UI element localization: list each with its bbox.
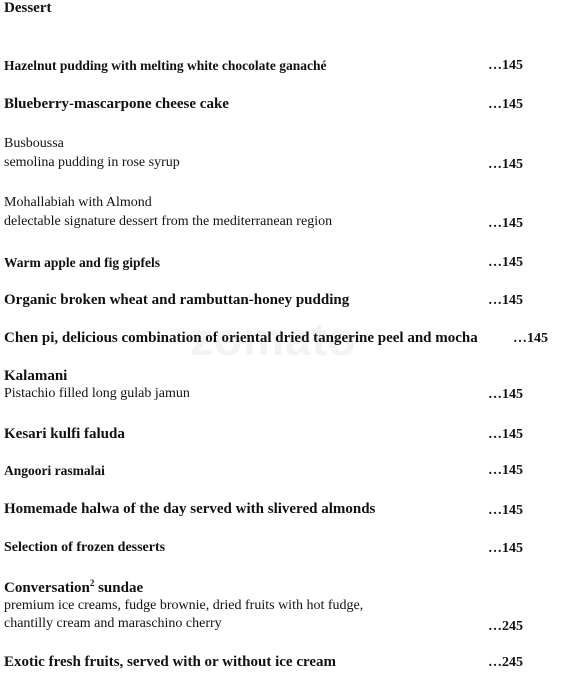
item-description: semolina pudding in rose syrup [4, 155, 180, 170]
menu-item [4, 255, 529, 271]
menu-item [4, 292, 529, 309]
menu-item [4, 330, 525, 347]
item-price: …145 [513, 331, 548, 346]
item-name: Kesari kulfi faluda [4, 426, 125, 442]
item-price: …145 [488, 157, 523, 172]
item-name: Selection of frozen desserts [4, 540, 166, 555]
menu-item [4, 368, 529, 402]
item-name: Angoori rasmalai [4, 463, 105, 478]
item-price: …145 [488, 216, 523, 231]
item-name: Exotic fresh fruits, served with or without ice cream [4, 654, 337, 670]
item-price: …145 [488, 541, 523, 556]
item-price: …145 [488, 463, 523, 478]
menu-item [4, 96, 529, 113]
item-price: …145 [488, 387, 523, 402]
item-name: Busboussa [4, 136, 64, 151]
menu-item [4, 501, 529, 518]
item-description-line2: chantilly cream and maraschino cherry [4, 616, 222, 631]
item-price: …245 [488, 619, 523, 634]
item-price: …145 [488, 427, 523, 442]
menu-item [4, 654, 529, 671]
menu-item [4, 540, 529, 556]
item-name: Organic broken wheat and rambuttan-honey pudding [4, 292, 350, 308]
menu-item [4, 578, 529, 632]
item-price: …145 [488, 255, 523, 270]
item-name: Warm apple and fig gipfels [4, 255, 161, 270]
item-price: …145 [488, 97, 523, 112]
item-price: …145 [488, 293, 523, 308]
item-price: …145 [488, 58, 523, 73]
menu-item [4, 463, 529, 479]
item-name: Chen pi, delicious combination of oriental dried tangerine peel and mocha [4, 330, 478, 346]
item-name: Mohallabiah with Almond [4, 195, 152, 210]
item-description: delectable signature dessert from the mediterranean region [4, 214, 333, 229]
item-description: Pistachio filled long gulab jamun [4, 386, 190, 401]
menu-item [4, 136, 529, 171]
item-price: …145 [488, 503, 523, 518]
menu-item [4, 58, 529, 74]
menu-item [4, 426, 529, 443]
item-name: Hazelnut pudding with melting white chocolate ganaché [4, 58, 327, 73]
item-description: premium ice creams, fudge brownie, dried fruits with hot fudge, [4, 598, 364, 613]
item-price: …245 [488, 655, 523, 670]
item-name [4, 578, 529, 597]
item-name-main: Conversation [4, 580, 90, 596]
item-name-rest: sundae [94, 580, 144, 596]
section-heading: Dessert [4, 0, 52, 16]
item-name: Homemade halwa of the day served with slivered almonds [4, 501, 376, 517]
item-name: Kalamani [4, 368, 68, 384]
item-name: Blueberry-mascarpone cheese cake [4, 96, 229, 112]
item-name-superscript: 2 [89, 578, 95, 588]
menu-item [4, 195, 529, 230]
